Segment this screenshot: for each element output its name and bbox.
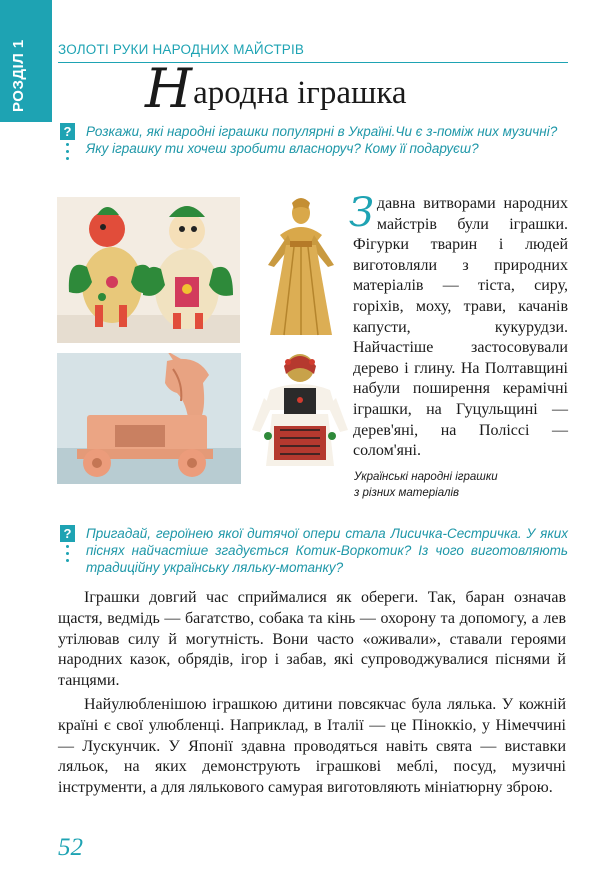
question-text: Розкажи, які народні іграшки популярні в Україні.Чи є з-поміж них музичні? Яку іграшку ти хочеш зробити власноруч? Кому її подаруєш? [86,124,558,156]
section-title: ЗОЛОТІ РУКИ НАРОДНИХ МАЙСТРІВ [58,42,305,57]
body-paragraph-1: Іграшки довгий час сприймалися як обереги. Так, баран означав щастя, ведмідь — багатство, собака та кінь — охорону та допомогу, а лев утілював силу й могутність. Вони часто «оживали», ставали героями народних казок, обрядів, ігор і забав, які супроводжувалися піснями й танцями. [58,589,566,690]
photo-caption [354,469,554,501]
question-block-2 [60,525,568,576]
intro-paragraph [349,190,568,462]
question-dots-decoration [66,143,70,164]
caption-line-2: з різних матеріалів [354,487,460,499]
body-text [58,588,566,799]
intro-text: давна витворами народних майстрів були іграшки. Фігурки тварин і людей виготовляли з природних матеріалів — тіста, сиру, горіхів, моху, трави, качанів капусти, кукурудзи. Найчастіше застосовували дерево і глину. На Полтавщині набули поширення керамічні іграшки, на Гуцульщині — дерев'яні, на Поліссі — солом'яні. [353,195,568,460]
chapter-tab [0,0,52,122]
chapter-tab-label: РОЗДІЛ 1 [10,39,27,112]
clay-toys-photo [57,197,240,343]
wooden-horse-photo [57,353,241,484]
question-dots-decoration [66,545,70,566]
title-drop-letter: Н [145,57,193,120]
question-block-1 [60,123,565,157]
page-number: 52 [58,834,83,861]
body-paragraph-2: Найулюбленішою іграшкою дитини повсякчас була лялька. У кожній країні є свої улюбленці. Наприклад, в Італії — це Піноккіо, у Німеччині — Лускунчик. У Японії здавна проводяться навіть свята — виставки ляльок, на яких демонструють іграшкові меблі, посуд, музичні інструменти, а для лялькового самурая виготовляють мініатюрну зброю. [58,695,566,797]
caption-line-1: Українські народні іграшки [354,471,498,483]
title-rest: ародна іграшка [193,75,407,111]
straw-doll-photo [262,195,340,340]
question-icon: ? [60,123,75,140]
question-text: Пригадай, героїнею якої дитячої опери стала Лисичка-Сестричка. У яких піснях найчастіше згадується Котик-Воркотик? Із чого виготовляють традиційну українську ляльку-мотанку? [86,526,568,575]
page-title [145,57,407,120]
motanka-doll-photo [250,350,350,468]
intro-drop-cap: З [349,190,374,236]
question-icon: ? [60,525,75,542]
